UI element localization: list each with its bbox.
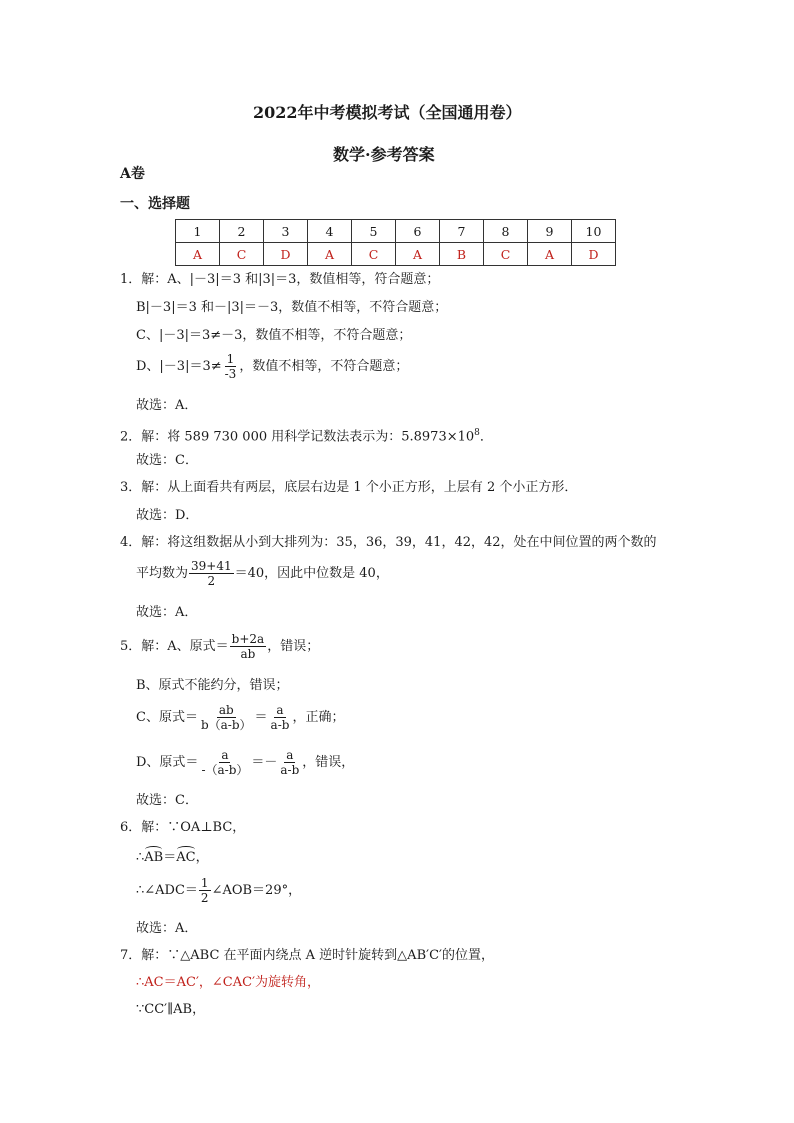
fraction-numerator: 39+41 xyxy=(191,559,232,573)
fraction xyxy=(199,703,254,732)
fraction-denominator: ab xyxy=(240,647,256,661)
fraction-denominator: -3 xyxy=(224,367,237,381)
table-cell: D xyxy=(264,243,308,266)
q7-line-1: 7．解：∵△ABC 在平面内绕点 A 逆时针旋转到△AB′C′的位置， xyxy=(120,948,494,963)
section-heading: A卷 xyxy=(120,166,145,182)
q2-exponent: 8 xyxy=(474,428,480,438)
table-cell: 10 xyxy=(572,220,616,243)
fraction xyxy=(278,748,301,777)
answer-table-numbers-row xyxy=(176,220,616,243)
q5-answer: 故选：C． xyxy=(136,793,198,808)
fraction-denominator: a-b xyxy=(280,763,300,777)
q1-line-4-tail: ，数值不相等，不符合题意； xyxy=(239,358,409,374)
q5-line-1 xyxy=(120,632,319,661)
table-cell: A xyxy=(308,243,352,266)
table-cell: C xyxy=(484,243,528,266)
fraction-denominator: b（a-b） xyxy=(200,718,252,732)
q1-line-4-text: D、|－3|＝3≠ xyxy=(136,358,222,374)
table-cell: 7 xyxy=(440,220,484,243)
table-cell: 2 xyxy=(220,220,264,243)
q7-line-2: ∴AC＝AC′，∠CAC′为旋转角， xyxy=(136,975,321,990)
q5-line-1-tail: ，错误； xyxy=(267,638,320,654)
answer-table xyxy=(175,219,616,266)
part-heading: 一、选择题 xyxy=(120,196,190,212)
q5-line-3-tail: ，正确； xyxy=(292,709,345,725)
table-cell: 8 xyxy=(484,220,528,243)
equals-sign: ＝ xyxy=(254,709,268,725)
q5-line-3 xyxy=(136,703,344,732)
q2-answer: 故选：C． xyxy=(136,453,198,468)
q3-line-1: 3．解：从上面看共有两层，底层右边是 1 个小正方形，上层有 2 个小正方形． xyxy=(120,480,578,495)
fraction-denominator: -（a-b） xyxy=(201,763,249,777)
q2-line-1 xyxy=(120,425,493,445)
table-cell: C xyxy=(352,243,396,266)
fraction xyxy=(199,748,250,777)
q6-line-3-tail: ∠AOB＝29°， xyxy=(211,882,302,898)
page-subtitle: 数学·参考答案 xyxy=(333,145,435,164)
q2-text: 2．解：将 589 730 000 用科学记数法表示为：5.8973×10 xyxy=(120,429,475,445)
q1-line-1: 1．解：A、|－3|＝3 和|3|＝3，数值相等，符合题意； xyxy=(120,272,440,287)
page-title: 2022年中考模拟考试（全国通用卷） xyxy=(253,103,522,122)
q7-line-3: ∵CC′∥AB， xyxy=(136,1002,206,1017)
fraction xyxy=(199,876,211,905)
table-cell: 9 xyxy=(528,220,572,243)
q4-line-1: 4．解：将这组数据从小到大排列为：35，36，39，41，42，42，处在中间位置的两个数的 xyxy=(120,535,657,550)
q5-line-4-text: D、原式＝ xyxy=(136,754,199,770)
arc-ab: AB xyxy=(144,846,163,866)
q6-line-3 xyxy=(136,876,301,905)
q5-line-4-tail: ，错误， xyxy=(302,754,355,770)
table-cell: C xyxy=(220,243,264,266)
table-cell: 5 xyxy=(352,220,396,243)
table-cell: A xyxy=(396,243,440,266)
q4-line-2 xyxy=(136,559,389,588)
fraction-denominator: 2 xyxy=(200,891,209,905)
q4-line-2-text: 平均数为 xyxy=(136,565,189,581)
equals-sign: ＝－ xyxy=(251,754,278,770)
table-cell: A xyxy=(528,243,572,266)
arc-ac: AC xyxy=(176,846,195,866)
fraction-numerator: a xyxy=(221,748,229,762)
fraction-numerator: a xyxy=(276,703,284,717)
q2-end: ． xyxy=(479,429,493,445)
q5-line-3-text: C、原式＝ xyxy=(136,709,198,725)
equals-sign: ＝ xyxy=(163,850,177,865)
fraction xyxy=(230,632,267,661)
table-cell: B xyxy=(440,243,484,266)
q6-line-2 xyxy=(136,846,209,866)
q3-answer: 故选：D． xyxy=(136,508,199,523)
q6-answer: 故选：A． xyxy=(136,921,198,936)
fraction xyxy=(223,352,239,381)
fraction-numerator: a xyxy=(286,748,294,762)
q4-answer: 故选：A． xyxy=(136,605,198,620)
comma: ， xyxy=(195,850,209,865)
table-cell: 1 xyxy=(176,220,220,243)
fraction-numerator: 1 xyxy=(226,352,235,366)
q1-line-3: C、|－3|＝3≠－3，数值不相等，不符合题意； xyxy=(136,328,412,343)
q1-answer: 故选：A． xyxy=(136,398,198,413)
q5-line-4 xyxy=(136,748,354,777)
fraction-numerator: ab xyxy=(218,703,234,717)
q5-line-1-text: 5．解：A、原式＝ xyxy=(120,638,229,654)
table-cell: 3 xyxy=(264,220,308,243)
fraction-denominator: 2 xyxy=(207,574,216,588)
fraction-denominator: a-b xyxy=(270,718,290,732)
q5-line-2: B、原式不能约分，错误； xyxy=(136,678,289,693)
table-cell: A xyxy=(176,243,220,266)
fraction xyxy=(269,703,292,732)
fraction-numerator: 1 xyxy=(200,876,209,890)
q4-line-2-tail: ＝40，因此中位数是 40， xyxy=(234,565,389,581)
q6-line-3-text: ∴∠ADC＝ xyxy=(136,882,198,898)
therefore-symbol: ∴ xyxy=(136,850,145,865)
table-cell: 6 xyxy=(396,220,440,243)
answer-table-keys-row xyxy=(176,243,616,266)
table-cell: 4 xyxy=(308,220,352,243)
q6-line-1: 6．解：∵OA⊥BC， xyxy=(120,820,246,835)
q1-line-2: B|－3|＝3 和－|3|＝－3，数值不相等，不符合题意； xyxy=(136,300,448,315)
table-cell: D xyxy=(572,243,616,266)
q1-line-4 xyxy=(136,352,408,381)
fraction xyxy=(189,559,234,588)
fraction-numerator: b+2a xyxy=(231,632,265,646)
